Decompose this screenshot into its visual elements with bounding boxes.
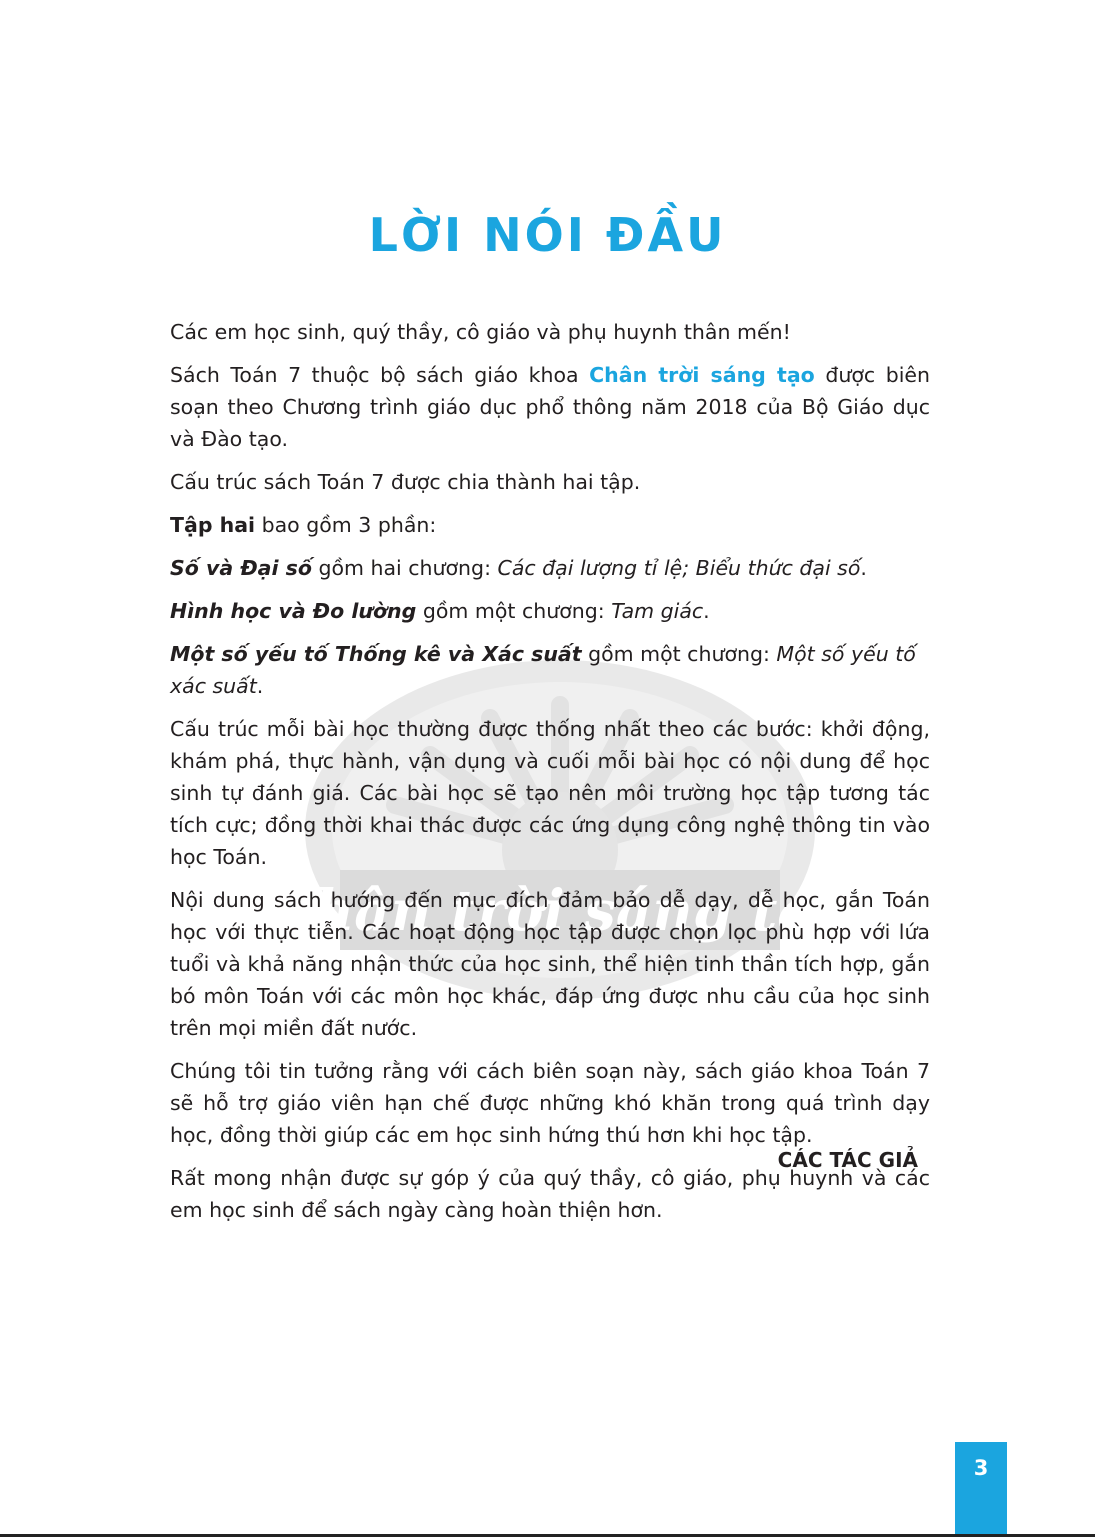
body-paragraph: Rất mong nhận được sự góp ý của quý thầy, cô giáo, phụ huynh và các em học sinh để sách ngày càng hoàn thiện hơn.	[170, 1166, 930, 1222]
preface-body	[170, 316, 930, 1237]
intro-text-after: được biên soạn theo Chương trình giáo dục phổ thông năm 2018 của Bộ Giáo dục và Đào tạo.	[170, 363, 931, 451]
part-chapters: Các đại lượng tỉ lệ; Biểu thức đại số	[497, 556, 861, 580]
page-number: 3	[973, 1456, 989, 1480]
part-end: .	[256, 674, 264, 698]
part-chapters: Tam giác	[611, 599, 704, 623]
watermark-text: hân trời sáng tạ	[313, 878, 814, 944]
part-item	[170, 638, 930, 702]
signature: CÁC TÁC GIẢ	[777, 1148, 918, 1172]
page-number-tab	[955, 1442, 1007, 1537]
part-item	[170, 552, 930, 584]
body-paragraph: Nội dung sách hướng đến mục đích đảm bảo dễ dạy, dễ học, gắn Toán học với thực tiễn. Các hoạt động học tập được chọn lọc phù hợp với lứa tuổi và khả năng nhận thức của học sinh, thể hiện tinh thần tích hợp, gắn bó môn Toán với các môn học khác, đáp ứng được nhu cầu của học sinh trên mọi miền đất nước.	[170, 888, 930, 1040]
part-connector: gồm hai chương:	[311, 556, 498, 580]
part-end: .	[860, 556, 867, 580]
part-connector: gồm một chương:	[581, 642, 777, 666]
intro-paragraph	[170, 359, 930, 455]
brand-name: Chân trời sáng tạo	[589, 363, 815, 387]
part-chapters: Một số yếu tố xác suất	[170, 642, 916, 698]
structure-line: Cấu trúc sách Toán 7 được chia thành hai tập.	[170, 470, 641, 494]
part-connector: gồm một chương:	[416, 599, 612, 623]
page-title: LỜI NÓI ĐẦU	[368, 208, 727, 262]
volume-text: bao gồm 3 phần:	[255, 513, 437, 537]
volume-label: Tập hai	[170, 513, 256, 537]
part-item	[170, 595, 930, 627]
part-name: Số và Đại số	[170, 556, 312, 580]
body-paragraph: Chúng tôi tin tưởng rằng với cách biên soạn này, sách giáo khoa Toán 7 sẽ hỗ trợ giáo viên hạn chế được những khó khăn trong quá trình dạy học, đồng thời giúp các em học sinh hứng thú hơn khi học tập.	[170, 1059, 930, 1147]
body-paragraph: Cấu trúc mỗi bài học thường được thống nhất theo các bước: khởi động, khám phá, thực hành, vận dụng và cuối mỗi bài học có nội dung để học sinh tự đánh giá. Các bài học sẽ tạo nên môi trường học tập tương tác tích cực; đồng thời khai thác được các ứng dụng công nghệ thông tin vào học Toán.	[170, 717, 930, 869]
part-name: Một số yếu tố Thống kê và Xác suất	[170, 642, 582, 666]
volume-line	[170, 509, 930, 541]
greeting: Các em học sinh, quý thầy, cô giáo và phụ huynh thân mến!	[170, 320, 791, 344]
part-end: .	[703, 599, 710, 623]
part-name: Hình học và Đo lường	[170, 599, 417, 623]
intro-text-before: Sách Toán 7 thuộc bộ sách giáo khoa	[170, 363, 590, 387]
